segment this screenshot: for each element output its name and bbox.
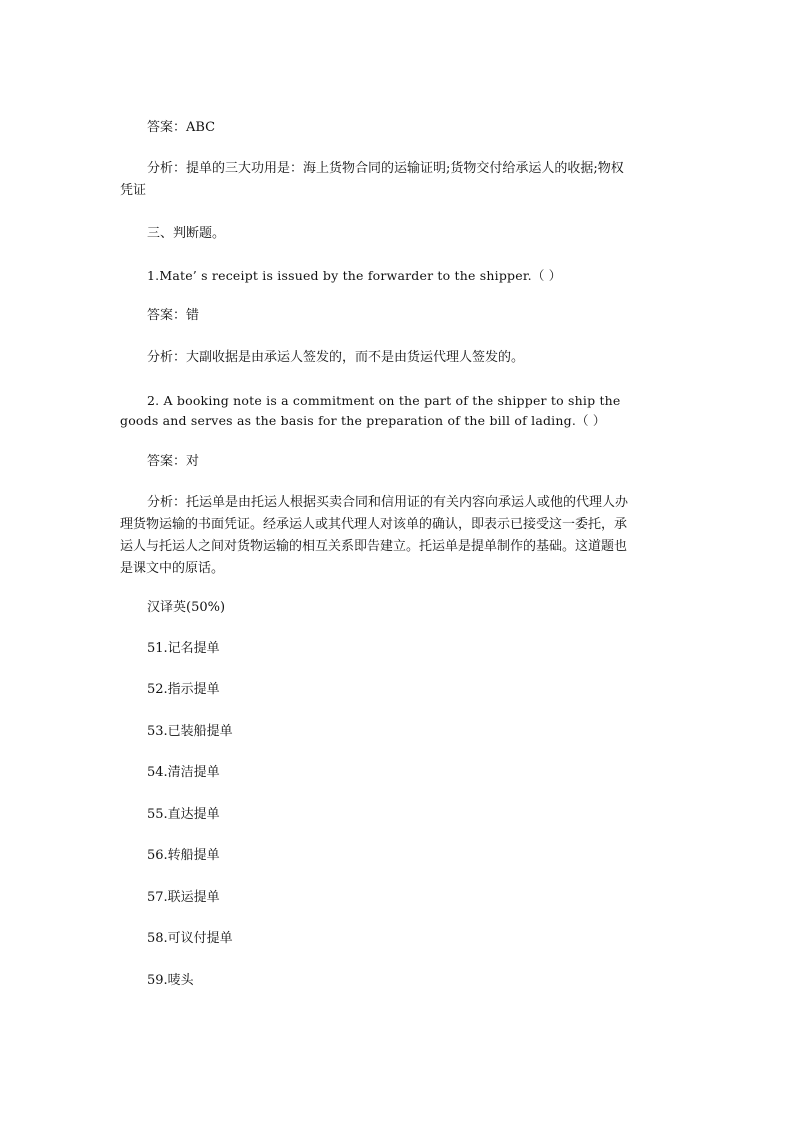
analysis-bill-functions-line-2: 凭证 [120,183,147,198]
list-item: 52.指示提单 [147,682,220,697]
list-item: 51.记名提单 [147,641,220,656]
list-item: 56.转船提单 [147,848,220,863]
list-item: 58.可议付提单 [147,931,233,946]
question-2-line-1: 2. A booking note is a commitment on the part of the shipper to ship the [147,393,621,408]
analysis-question-2-line-2: 理货物运输的书面凭证。经承运人或其代理人对该单的确认，即表示已接受这一委托，承 [120,517,628,532]
section-true-false-heading: 三、判断题。 [147,226,226,241]
list-item: 54.清洁提单 [147,765,220,780]
analysis-question-1: 分析：大副收据是由承运人签发的，而不是由货运代理人签发的。 [147,350,525,365]
section-translation-heading: 汉译英(50%) [147,600,226,615]
list-item: 57.联运提单 [147,890,220,905]
list-item: 53.已装船提单 [147,724,233,739]
analysis-question-2-line-4: 是课文中的原话。 [120,561,225,576]
question-2-line-2: goods and serves as the basis for the preparation of the bill of lading.（ ） [120,413,606,428]
analysis-bill-functions-line-1: 分析：提单的三大功用是：海上货物合同的运输证明;货物交付给承运人的收据;物权 [147,161,624,176]
list-item: 59.唛头 [147,973,194,988]
list-item: 55.直达提单 [147,807,220,822]
answer-question-2: 答案：对 [147,454,200,469]
analysis-question-2-line-3: 运人与托运人之间对货物运输的相互关系即告建立。托运单是提单制作的基础。这道题也 [120,539,628,554]
answer-question-1: 答案：错 [147,308,200,323]
analysis-question-2-line-1: 分析：托运单是由托运人根据买卖合同和信用证的有关内容向承运人或他的代理人办 [147,495,629,510]
question-1: 1.Mate’ s receipt is issued by the forwarder to the shipper.（ ） [147,268,562,283]
answer-abc: 答案：ABC [147,120,216,135]
